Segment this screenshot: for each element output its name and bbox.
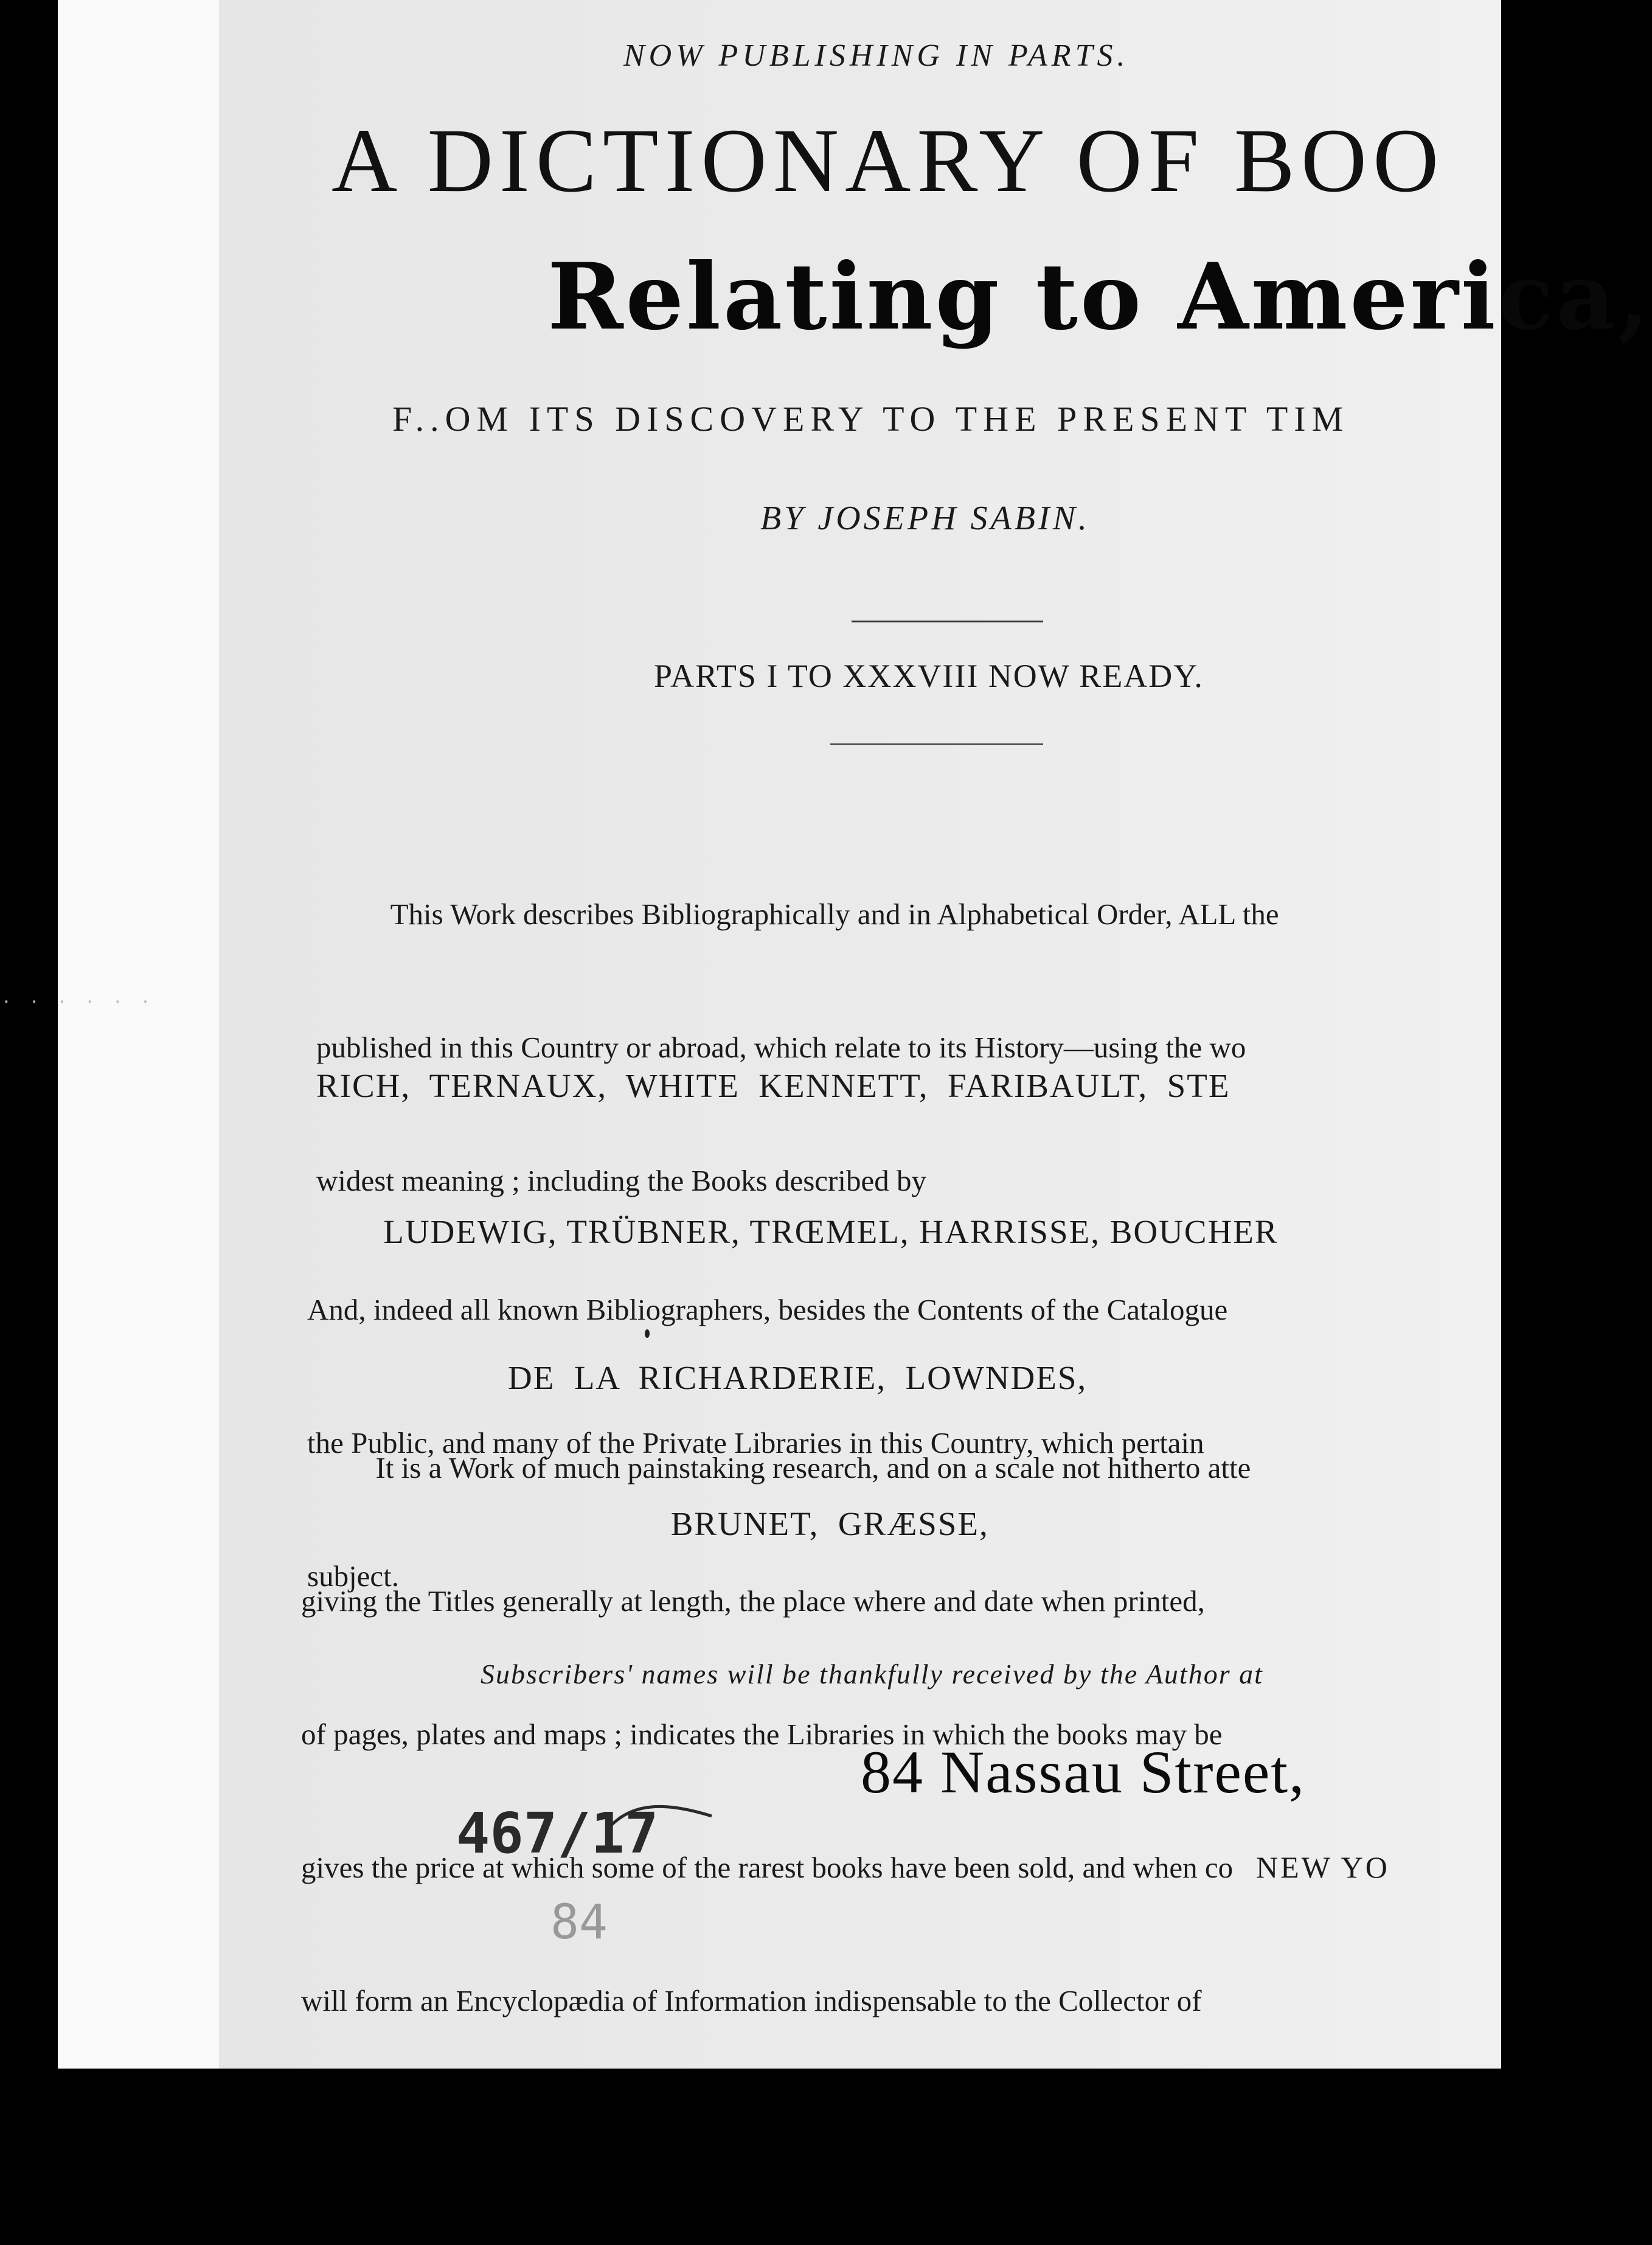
subscribers-note: Subscribers' names will be thankfully received by the Author at <box>481 1659 1263 1690</box>
paragraph-line: of pages, plates and maps ; indicates the Libraries in which the books may be <box>301 1718 1223 1751</box>
shelf-mark: 84 <box>550 1895 608 1950</box>
paragraph-line: It is a Work of much painstaking research, and on a scale not hitherto atte <box>301 1451 1251 1484</box>
divider-rule-top <box>852 621 1043 622</box>
document-page <box>219 0 1652 2069</box>
blackletter-subtitle: Relating to America, <box>547 243 1652 350</box>
paragraph-line: subject. <box>307 1559 400 1593</box>
main-title: A DICTIONARY OF BOO <box>331 110 1445 211</box>
ink-speck <box>645 1329 650 1338</box>
publishing-heading: NOW PUBLISHING IN PARTS. <box>623 38 1130 73</box>
author-line: BY JOSEPH SABIN. <box>760 499 1090 537</box>
paragraph-line: widest meaning ; including the Books described by <box>316 1164 926 1197</box>
paragraph-line: giving the Titles generally at length, the place where and date when printed, <box>301 1584 1213 1618</box>
names-line: RICH, TERNAUX, WHITE KENNETT, FARIBAULT, STE <box>316 1067 1230 1104</box>
paragraph-line: This Work describes Bibliographically and in Alphabetical Order, ALL the <box>316 897 1279 931</box>
paragraph-line: gives the price at which some of the rarest books have been sold, and when co <box>301 1851 1234 1884</box>
names-line: BRUNET, GRÆSSE, <box>316 1505 989 1542</box>
divider-rule-bottom <box>830 743 1043 745</box>
parts-ready-line: PARTS I TO XXXVIII NOW READY. <box>654 658 1204 694</box>
paragraph-line: will form an Encyclopædia of Information indispensable to the Collector of <box>301 1984 1202 2017</box>
discovery-subtitle: F..OM ITS DISCOVERY TO THE PRESENT TIM <box>392 399 1350 439</box>
paragraph-line: published in this Country or abroad, which relate to its History—using the wo <box>316 1031 1246 1064</box>
paragraph-line: And, indeed all known Bibliographers, besides the Contents of the Catalogue <box>307 1293 1228 1326</box>
stamp-flourish-icon <box>608 1798 718 1834</box>
names-line: DE LA RICHARDERIE, LOWNDES, <box>316 1359 1088 1396</box>
scan-border-bottom <box>58 2069 1501 2156</box>
edge-marks: · · · · · · <box>1 992 154 1012</box>
paragraph-line: the Public, and many of the Private Libraries in this Country, which pertain <box>307 1426 1204 1460</box>
accession-stamp: 467/17 <box>456 1801 659 1866</box>
address-street: 84 Nassau Street, <box>861 1738 1306 1806</box>
address-city: NEW YO <box>1256 1850 1390 1884</box>
names-line: LUDEWIG, TRÜBNER, TRŒMEL, HARRISSE, BOUCHER <box>316 1213 1279 1250</box>
